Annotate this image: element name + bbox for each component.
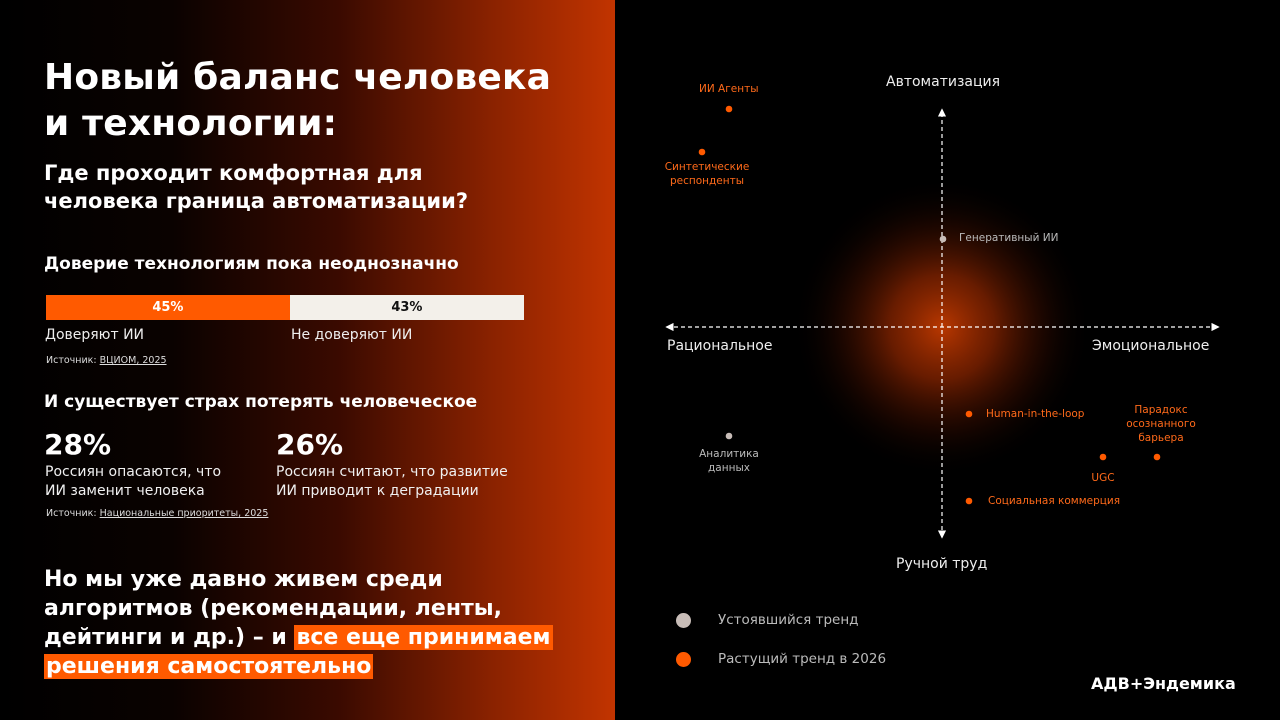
trust-bar-segment: 45% — [46, 295, 290, 320]
trend-dot-ai-agents — [726, 106, 733, 113]
point-label-line: респонденты — [669, 175, 745, 187]
trend-dot-social-commerce — [966, 498, 973, 505]
point-label-line: Синтетические — [664, 161, 750, 173]
legend-label-established: Устоявшийся тренд — [718, 612, 859, 628]
title-line: и технологии: — [44, 103, 338, 144]
axis-label-right: Эмоциональное — [1092, 338, 1210, 354]
stat-line: ИИ приводит к деградации — [276, 483, 479, 499]
closing-line — [44, 623, 584, 652]
stat-line: Россиян считают, что развитие — [276, 464, 508, 480]
stat-description — [276, 463, 576, 501]
distrust-label: Не доверяют ИИ — [291, 327, 413, 343]
trust-source — [46, 355, 167, 366]
fear-source — [46, 508, 268, 519]
axis-label-left: Рациональное — [667, 338, 773, 354]
trend-dot-generative-ai — [940, 236, 947, 243]
closing-line: Но мы уже давно живем среди — [44, 567, 443, 592]
point-label: Human-in-the-loop — [986, 408, 1085, 420]
point-label-line: барьера — [1138, 432, 1184, 444]
point-label — [689, 447, 769, 475]
point-label-line: Парадокс — [1134, 404, 1188, 416]
point-label: Генеративный ИИ — [959, 232, 1059, 244]
axis-label-top: Автоматизация — [886, 74, 1001, 90]
trust-label: Доверяют ИИ — [45, 327, 145, 343]
distrust-bar-segment: 43% — [290, 295, 524, 320]
fear-heading: И существует страх потерять человеческое — [44, 392, 478, 412]
trend-dot-human-in-the-loop — [966, 411, 973, 418]
source-link[interactable]: Национальные приоритеты, 2025 — [99, 508, 269, 519]
point-label — [1121, 403, 1201, 445]
point-label — [662, 160, 752, 188]
source-prefix: Источник: — [46, 355, 100, 366]
page-subtitle — [44, 159, 604, 215]
point-label-line: Аналитика — [699, 448, 759, 460]
title-line: Новый баланс человека — [44, 57, 552, 98]
stat-value: 28% — [44, 428, 112, 461]
axis-label-bottom: Ручной труд — [896, 556, 988, 572]
stat-line: ИИ заменит человека — [45, 483, 205, 499]
legend-label-growing: Растущий тренд в 2026 — [718, 651, 887, 667]
source-link[interactable]: ВЦИОМ, 2025 — [99, 355, 167, 366]
stat-description — [45, 463, 295, 501]
legend-dot-established — [676, 613, 691, 628]
page-title — [44, 55, 604, 147]
subtitle-line: человека граница автоматизации? — [44, 189, 469, 213]
subtitle-line: Где проходит комфортная для — [44, 161, 423, 185]
trust-bar — [46, 295, 524, 320]
trend-dot-synthetic-respondents — [699, 149, 706, 156]
stat-value: 26% — [276, 428, 344, 461]
source-prefix: Источник: — [46, 508, 100, 519]
closing-highlight: решения самостоятельно — [46, 654, 372, 679]
point-label: UGC — [1091, 472, 1115, 484]
stat-line: Россиян опасаются, что — [45, 464, 222, 480]
point-label: ИИ Агенты — [699, 83, 759, 95]
trust-heading: Доверие технологиям пока неоднозначно — [44, 254, 459, 274]
closing-highlight: все еще принимаем — [296, 625, 551, 650]
point-label-line: данных — [708, 462, 750, 474]
closing-line: алгоритмов (рекомендации, ленты, — [44, 596, 503, 621]
closing-line — [44, 652, 584, 681]
closing-statement — [44, 565, 584, 681]
point-label: Социальная коммерция — [988, 495, 1121, 507]
left-panel — [0, 0, 615, 720]
trend-dot-data-analytics — [726, 433, 733, 440]
trend-dot-paradox — [1154, 454, 1161, 461]
closing-text: дейтинги и др.) – и — [44, 625, 295, 650]
legend-dot-growing — [676, 652, 691, 667]
diagram-canvas — [615, 0, 1280, 720]
brand-logo: АДВ+Эндемика — [1091, 674, 1236, 693]
quadrant-diagram — [615, 0, 1280, 720]
point-label-line: осознанного — [1126, 418, 1196, 430]
trend-dot-ugc — [1100, 454, 1107, 461]
